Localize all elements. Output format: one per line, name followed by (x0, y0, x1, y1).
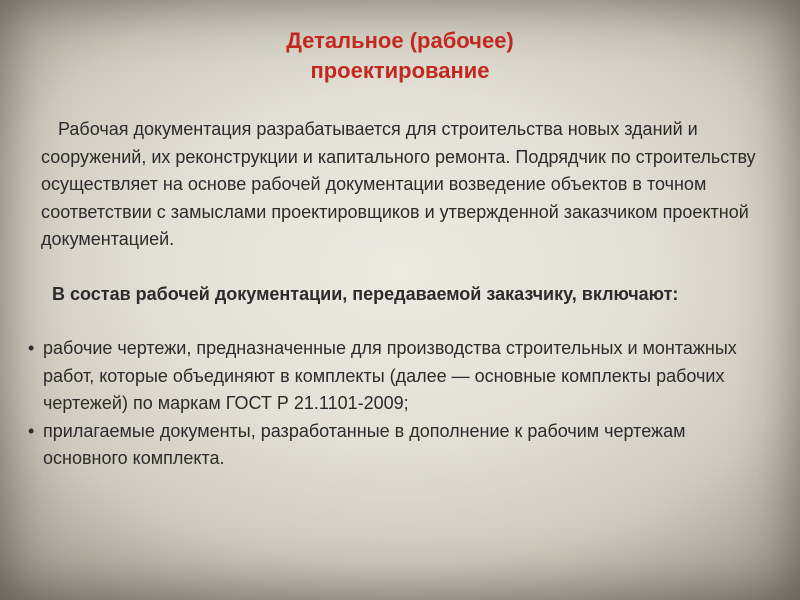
list-item-text: рабочие чертежи, предназначенные для производства строительных и монтажных работ, которые объединяют в комплекты (далее — основные комплекты рабочих чертежей) по маркам ГОСТ Р 21.1101-2009; (43, 338, 737, 413)
list-heading: В состав рабочей документации, передаваемой заказчику, включают: (52, 283, 679, 304)
bullet-icon: • (28, 338, 35, 358)
slide-title-line1: Детальное (рабочее) (286, 28, 514, 53)
body-paragraph: Рабочая документация разрабатывается для строительства новых зданий и сооружений, их реконструкции и капитального ремонта. Подрядчик по строительству осуществляет на основе рабочей документации возведение объектов в точном соответствии с замыслами проектировщиков и утвержденной заказчиком проектной документацией. (41, 119, 756, 249)
slide-title (0, 26, 800, 86)
list-item (28, 418, 767, 473)
slide-title-line2: проектирование (310, 58, 490, 83)
list-item (28, 335, 767, 418)
bullet-list (28, 335, 767, 473)
bullet-icon: • (28, 420, 35, 441)
slide-body (28, 116, 767, 473)
list-item-text: прилагаемые документы, разработанные в дополнение к рабочим чертежам основного комплекта. (43, 420, 686, 468)
